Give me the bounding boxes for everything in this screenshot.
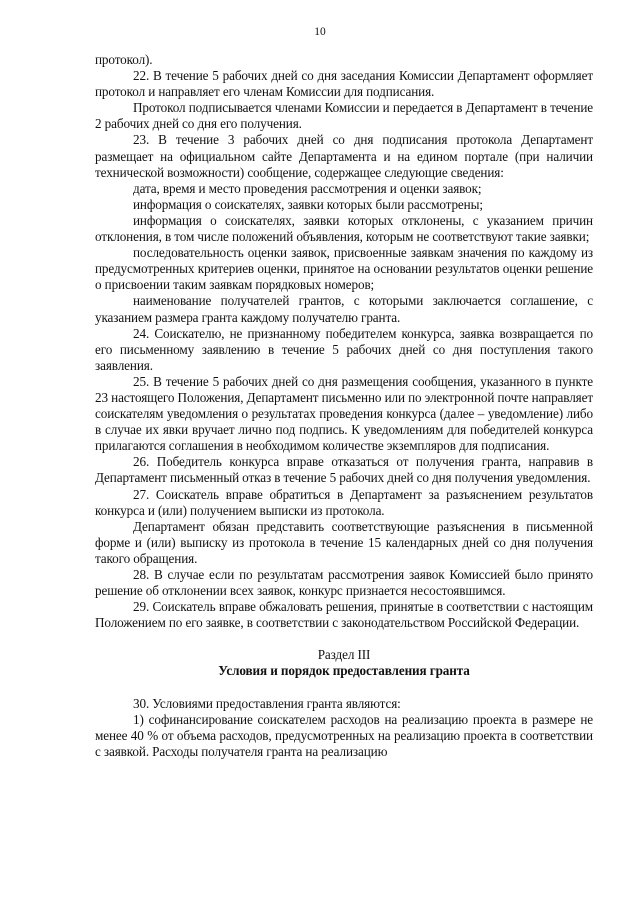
section-number: Раздел III <box>317 647 371 663</box>
paragraph-24: 24. Соискателю, не признанному победителем конкурса, заявка возвращается по его письменному заявлению в течение 5 рабочих дней со дня поступления такого заявления. <box>95 325 593 373</box>
section-title: Условия и порядок предоставления гранта <box>218 663 470 679</box>
list-item: информация о соискателях, заявки которых были рассмотрены; <box>133 196 483 212</box>
paragraph-26: 26. Победитель конкурса вправе отказаться от получения гранта, направив в Департамент письменный отказ в течение 5 рабочих дней со дня получения уведомления. <box>95 454 593 486</box>
paragraph-22-protocol: Протокол подписывается членами Комиссии и передается в Департамент в течение 2 рабочих дней со дня его получения. <box>95 100 593 132</box>
paragraph-28: 28. В случае если по результатам рассмотрения заявок Комиссией было принято решение об отклонении всех заявок, конкурс признается несостоявшимся. <box>95 567 593 599</box>
list-item: наименование получателей грантов, с которыми заключается соглашение, с указанием размера гранта каждому получателю гранта. <box>95 293 593 325</box>
paragraph-27: 27. Соискатель вправе обратиться в Департамент за разъяснением результатов конкурса и (или) получением выписки из протокола. <box>95 486 593 518</box>
paragraph-30-item-1: 1) софинансирование соискателем расходов на реализацию проекта в размере не менее 40 % от объема расходов, предусмотренных на реализацию проекта в соответствии с заявкой. Расходы получателя гранта на реализацию <box>95 711 593 759</box>
spacer <box>95 680 593 696</box>
paragraph-23: 23. В течение 3 рабочих дней со дня подписания протокола Департамент размещает на официальном сайте Департамента и на едином портале (при наличии технической возможности) сообщение, содержащее следующие сведения: <box>95 132 593 180</box>
list-item: дата, время и место проведения рассмотрения и оценки заявок; <box>133 180 482 196</box>
spacer <box>95 631 593 647</box>
paragraph-30: 30. Условиями предоставления гранта являются: <box>133 695 401 711</box>
document-body <box>95 52 593 760</box>
list-item: последовательность оценки заявок, присвоенные заявкам значения по каждому из предусмотренных критериев оценки, принятое на основании результатов оценки решение о присвоении таким заявкам порядковых номеров; <box>95 245 593 293</box>
paragraph-29: 29. Соискатель вправе обжаловать решения, принятые в соответствии с настоящим Положением по его заявке, в соответствии с законодательством Российской Федерации. <box>95 599 593 631</box>
list-item: информация о соискателях, заявки которых отклонены, с указанием причин отклонения, в том числе положений объявления, которым не соответствуют такие заявки; <box>95 212 593 245</box>
paragraph-25: 25. В течение 5 рабочих дней со дня размещения сообщения, указанного в пункте 23 настоящего Положения, Департамент письменно или по электронной почте направляет соискателям уведомления о результатах проведения конкурса (далее – уведомление) либо в случае их явки вручает лично под подпись. К уведомлениям для победителей конкурса прилагаются соглашения в необходимом количестве экземпляров для подписания. <box>95 373 593 454</box>
paragraph-27-department: Департамент обязан представить соответствующие разъяснения в письменной форме и (или) выписку из протокола в течение 15 календарных дней со дня получения такого обращения. <box>95 518 593 566</box>
paragraph-continuation: протокол). <box>95 52 153 67</box>
page-number: 10 <box>314 26 326 38</box>
paragraph-22: 22. В течение 5 рабочих дней со дня заседания Комиссии Департамент оформляет протокол и направляет его членам Комиссии для подписания. <box>95 68 593 100</box>
